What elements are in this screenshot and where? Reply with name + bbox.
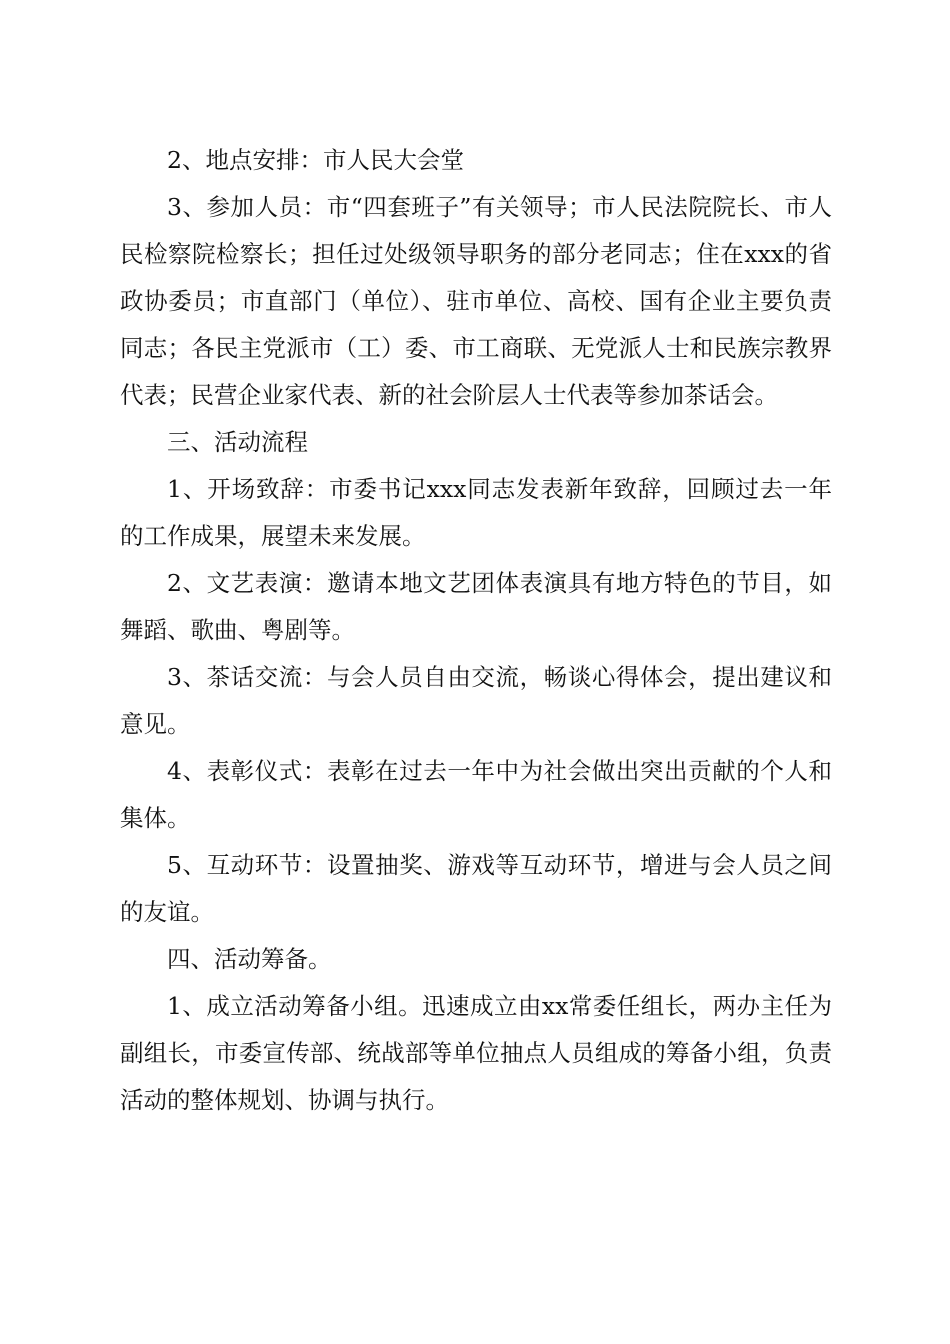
performance-paragraph: 2、文艺表演：邀请本地文艺团体表演具有地方特色的节目，如舞蹈、歌曲、粤剧等。 bbox=[120, 569, 832, 644]
interactive-session-paragraph: 5、互动环节：设置抽奖、游戏等互动环节，增进与会人员之间的友谊。 bbox=[120, 851, 832, 926]
document-body bbox=[120, 137, 832, 1124]
participants-paragraph: 3、参加人员：市“四套班子”有关领导；市人民法院院长、市人民检察院检察长；担任过处级领导职务的部分老同志；住在xxx的省政协委员；市直部门（单位）、驻市单位、高校、国有企业主要负责同志；各民主党派市（工）委、市工商联、无党派人士和民族宗教界代表；民营企业家代表、新的社会阶层人士代表等参加茶话会。 bbox=[120, 193, 832, 409]
section-heading-process: 三、活动流程 bbox=[167, 428, 308, 456]
award-ceremony-paragraph: 4、表彰仪式：表彰在过去一年中为社会做出突出贡献的个人和集体。 bbox=[120, 757, 832, 832]
tea-exchange-paragraph: 3、茶话交流：与会人员自由交流，畅谈心得体会，提出建议和意见。 bbox=[120, 663, 832, 738]
opening-speech-paragraph: 1、开场致辞：市委书记xxx同志发表新年致辞，回顾过去一年的工作成果，展望未来发展。 bbox=[120, 475, 832, 550]
section-heading-preparation: 四、活动筹备。 bbox=[167, 945, 332, 973]
preparation-group-paragraph: 1、成立活动筹备小组。迅速成立由xx常委任组长，两办主任为副组长，市委宣传部、统战部等单位抽点人员组成的筹备小组，负责活动的整体规划、协调与执行。 bbox=[120, 992, 832, 1114]
location-paragraph: 2、地点安排：市人民大会堂 bbox=[167, 146, 464, 174]
